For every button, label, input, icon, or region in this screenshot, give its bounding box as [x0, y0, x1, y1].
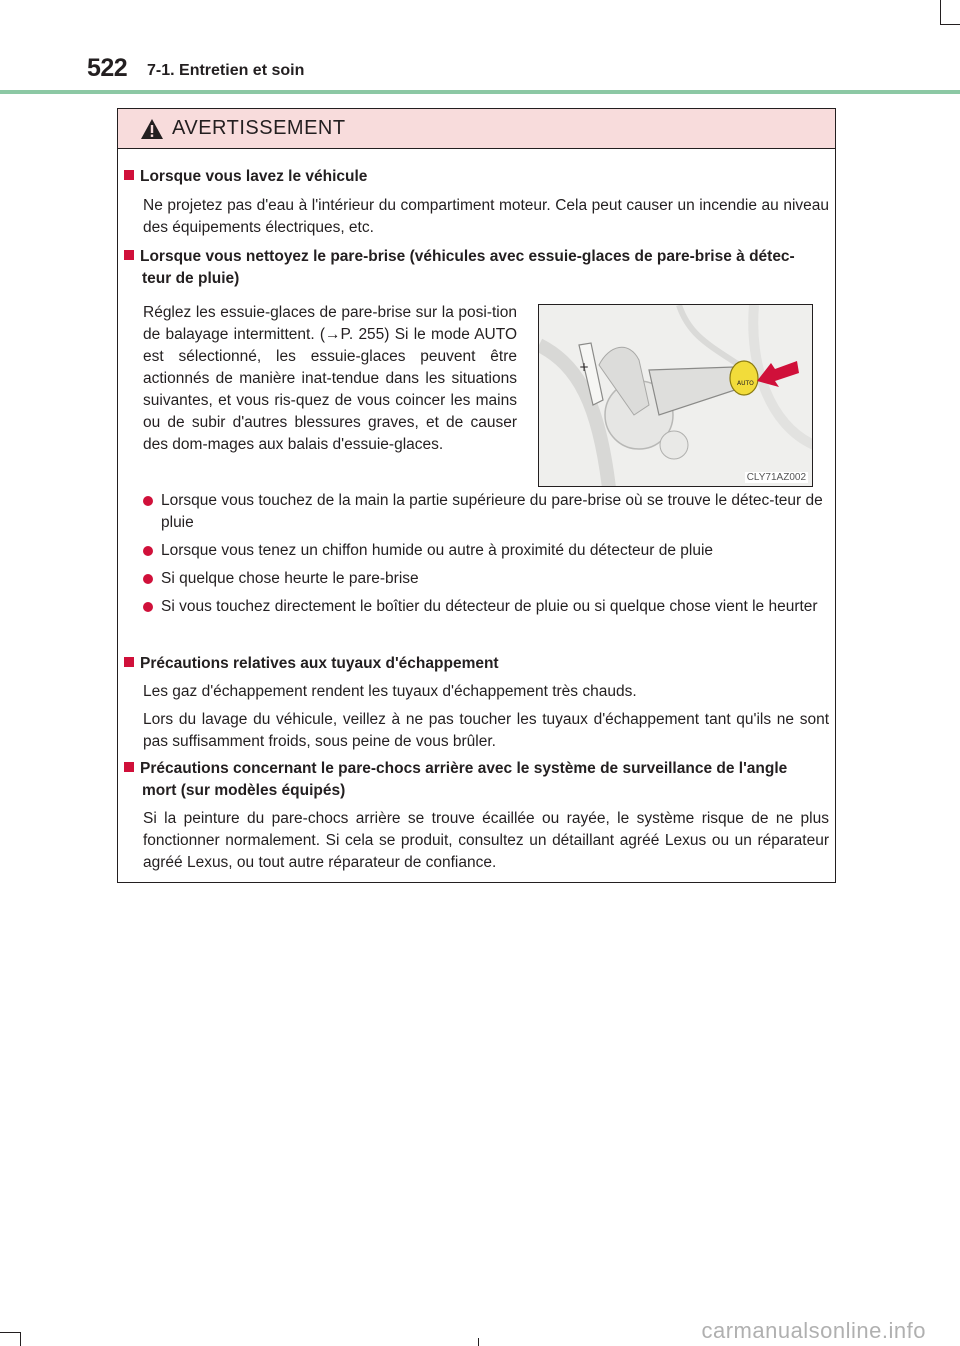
footer-watermark: carmanualsonline.info	[701, 1318, 926, 1343]
square-bullet-icon	[124, 170, 134, 180]
section-title: 7-1. Entretien et soin	[147, 62, 305, 79]
square-bullet-icon	[124, 762, 134, 772]
warning-box	[117, 108, 836, 883]
section-heading: Précautions relatives aux tuyaux d'échappement	[124, 653, 829, 675]
section-body: Les gaz d'échappement rendent les tuyaux d'échappement très chauds.	[143, 683, 637, 700]
section-heading: Lorsque vous lavez le véhicule	[124, 166, 829, 188]
square-bullet-icon	[124, 657, 134, 667]
section-body: Si la peinture du pare-chocs arrière se trouve écaillée ou rayée, le système risque de ne plus fonctionner normalement. Si cela se produit, consultez un détaillant agréé Lexus ou un réparateur agréé Lexus, ou tout autre réparateur de confiance.	[143, 810, 829, 871]
bullet-dot-icon	[143, 546, 153, 556]
list-item: Si vous touchez directement le boîtier du détecteur de pluie ou si quelque chose vient le heurter	[143, 596, 829, 618]
crop-mark	[478, 1338, 479, 1346]
list-item: Si quelque chose heurte le pare-brise	[143, 568, 829, 590]
figure-code: CLY71AZ002	[746, 472, 806, 483]
header-rule	[0, 90, 960, 94]
warning-title: AVERTISSEMENT	[172, 117, 346, 139]
square-bullet-icon	[124, 250, 134, 260]
bullet-dot-icon	[143, 602, 153, 612]
figure-caption-text: Réglez les essuie-glaces de pare-brise sur la posi-tion de balayage intermittent. (→P. 255) Si le mode AUTO est sélectionné, les essuie-glaces peuvent être actionnés de manière inat-tendue dans les situations suivantes, et vous ris-quez de vous coincer les mains ou de subir d'autres blessures graves, et de causer des dom-mages aux balais d'essuie-glaces.	[143, 304, 517, 453]
section-body: Ne projetez pas d'eau à l'intérieur du compartiment moteur. Cela peut causer un incendie au niveau des équipements électriques, etc.	[143, 197, 829, 236]
warning-header	[118, 109, 835, 149]
section-heading: Précautions concernant le pare-chocs arrière avec le système de surveillance de l'angle mort (sur modèles équipés)	[124, 758, 829, 802]
plus-label: +	[579, 360, 590, 374]
section-body: Lors du lavage du véhicule, veillez à ne pas toucher les tuyaux d'échappement tant qu'ils ne sont pas suffisamment froids, sous peine de vous brûler.	[143, 711, 829, 750]
warning-triangle-icon	[140, 118, 164, 140]
crop-mark	[0, 1332, 20, 1333]
bullet-dot-icon	[143, 574, 153, 584]
page-header	[0, 0, 960, 100]
page-number: 522	[87, 54, 128, 82]
section-heading: Lorsque vous nettoyez le pare-brise (véhicules avec essuie-glaces de pare-brise à détec- teur de pluie)	[124, 246, 829, 290]
bullet-dot-icon	[143, 496, 153, 506]
crop-mark	[20, 1332, 21, 1346]
crop-mark	[940, 0, 941, 24]
wiper-lever-illustration	[538, 304, 813, 487]
crop-mark	[940, 24, 960, 25]
list-item: Lorsque vous tenez un chiffon humide ou autre à proximité du détecteur de pluie	[143, 540, 829, 562]
auto-label: AUTO	[737, 380, 754, 387]
list-item: Lorsque vous touchez de la main la partie supérieure du pare-brise où se trouve le détec-teur de pluie	[143, 490, 829, 534]
